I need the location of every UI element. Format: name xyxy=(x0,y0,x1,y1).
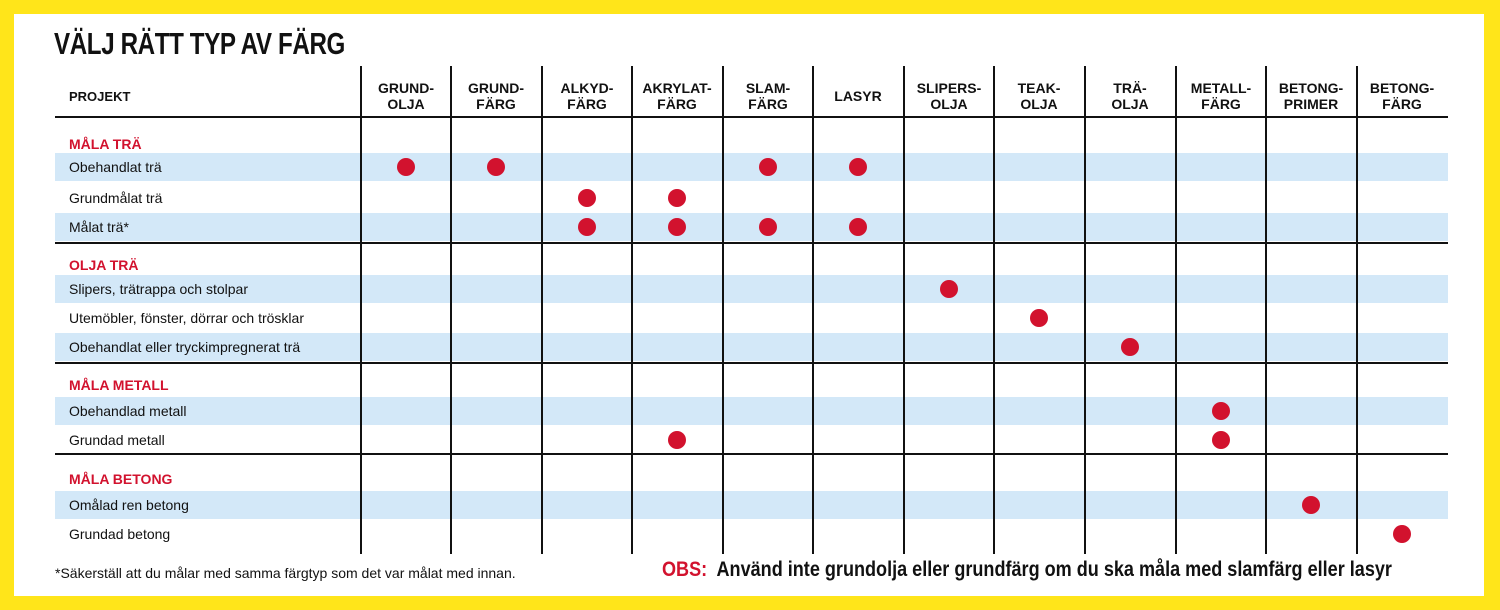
column-header-betongfarg: BETONG- FÄRG xyxy=(1369,80,1435,112)
section-label-olja-tra: OLJA TRÄ xyxy=(69,257,139,273)
row-label: Obehandlad metall xyxy=(69,403,187,419)
column-divider xyxy=(903,66,905,554)
row-label: Obehandlat eller tryckimpregnerat trä xyxy=(69,339,301,355)
column-header-alkydfarg: ALKYD- FÄRG xyxy=(560,80,614,112)
section-label-mala-tra: MÅLA TRÄ xyxy=(69,136,142,152)
row-label: Målat trä* xyxy=(69,219,129,235)
row-label: Omålad ren betong xyxy=(69,497,189,513)
column-header-lasyr: LASYR xyxy=(834,88,882,104)
obs-note xyxy=(662,558,1392,582)
column-divider xyxy=(1356,66,1358,554)
section-label-mala-metall: MÅLA METALL xyxy=(69,377,169,393)
section-divider xyxy=(55,116,1448,118)
footnote: *Säkerställ att du målar med samma färgtyp som det var målat med innan. xyxy=(55,565,516,581)
row-stripe xyxy=(55,153,1448,181)
mark-dot-sliperolja xyxy=(940,280,958,298)
section-label-mala-betong: MÅLA BETONG xyxy=(69,471,173,487)
column-header-metallfarg: METALL- FÄRG xyxy=(1190,80,1252,112)
mark-dot-alkydfarg xyxy=(578,218,596,236)
mark-dot-alkydfarg xyxy=(578,189,596,207)
column-header-sliperolja: SLIPERS- OLJA xyxy=(916,80,982,112)
row-stripe xyxy=(55,397,1448,425)
section-divider xyxy=(55,362,1448,364)
column-header-akrylatfarg: AKRYLAT- FÄRG xyxy=(642,80,712,112)
mark-dot-grundolja xyxy=(397,158,415,176)
row-stripe xyxy=(55,213,1448,241)
mark-dot-betongfarg xyxy=(1393,525,1411,543)
column-divider xyxy=(722,66,724,554)
column-header-traolja: TRÄ- OLJA xyxy=(1111,80,1149,112)
column-header-grundfarg: GRUND- FÄRG xyxy=(468,80,524,112)
mark-dot-metallfarg xyxy=(1212,402,1230,420)
row-label: Utemöbler, fönster, dörrar och trösklar xyxy=(69,310,304,326)
obs-text: Använd inte grundolja eller grundfärg om du ska måla med slamfärg eller lasyr xyxy=(716,558,1392,581)
mark-dot-slamfarg xyxy=(759,158,777,176)
mark-dot-slamfarg xyxy=(759,218,777,236)
row-label: Grundad betong xyxy=(69,526,171,542)
page-title: VÄLJ RÄTT TYP AV FÄRG xyxy=(54,26,345,61)
obs-label: OBS: xyxy=(662,558,708,581)
column-header-slamfarg: SLAM- FÄRG xyxy=(745,80,791,112)
column-divider xyxy=(360,66,362,554)
column-header-teakolja: TEAK- OLJA xyxy=(1017,80,1061,112)
column-divider xyxy=(993,66,995,554)
column-header-grundolja: GRUND- OLJA xyxy=(378,80,434,112)
mark-dot-betongprimer xyxy=(1302,496,1320,514)
mark-dot-metallfarg xyxy=(1212,431,1230,449)
row-label: Grundmålat trä xyxy=(69,190,163,206)
column-divider xyxy=(631,66,633,554)
mark-dot-grundfarg xyxy=(487,158,505,176)
row-label: Grundad metall xyxy=(69,432,165,448)
section-divider xyxy=(55,242,1448,244)
row-stripe xyxy=(55,275,1448,303)
row-stripe xyxy=(55,491,1448,519)
column-divider xyxy=(450,66,452,554)
column-divider xyxy=(1265,66,1267,554)
mark-dot-akrylatfarg xyxy=(668,431,686,449)
column-divider xyxy=(1084,66,1086,554)
mark-dot-akrylatfarg xyxy=(668,189,686,207)
column-divider xyxy=(1175,66,1177,554)
column-header-betongprimer: BETONG- PRIMER xyxy=(1278,80,1344,112)
chart-card xyxy=(14,14,1484,596)
row-label: Slipers, trätrappa och stolpar xyxy=(69,281,248,297)
section-divider xyxy=(55,453,1448,455)
mark-dot-akrylatfarg xyxy=(668,218,686,236)
column-divider xyxy=(541,66,543,554)
row-label: Obehandlat trä xyxy=(69,159,162,175)
mark-dot-lasyr xyxy=(849,158,867,176)
mark-dot-traolja xyxy=(1121,338,1139,356)
mark-dot-teakolja xyxy=(1030,309,1048,327)
column-divider xyxy=(812,66,814,554)
mark-dot-lasyr xyxy=(849,218,867,236)
project-column-header: PROJEKT xyxy=(69,88,131,104)
